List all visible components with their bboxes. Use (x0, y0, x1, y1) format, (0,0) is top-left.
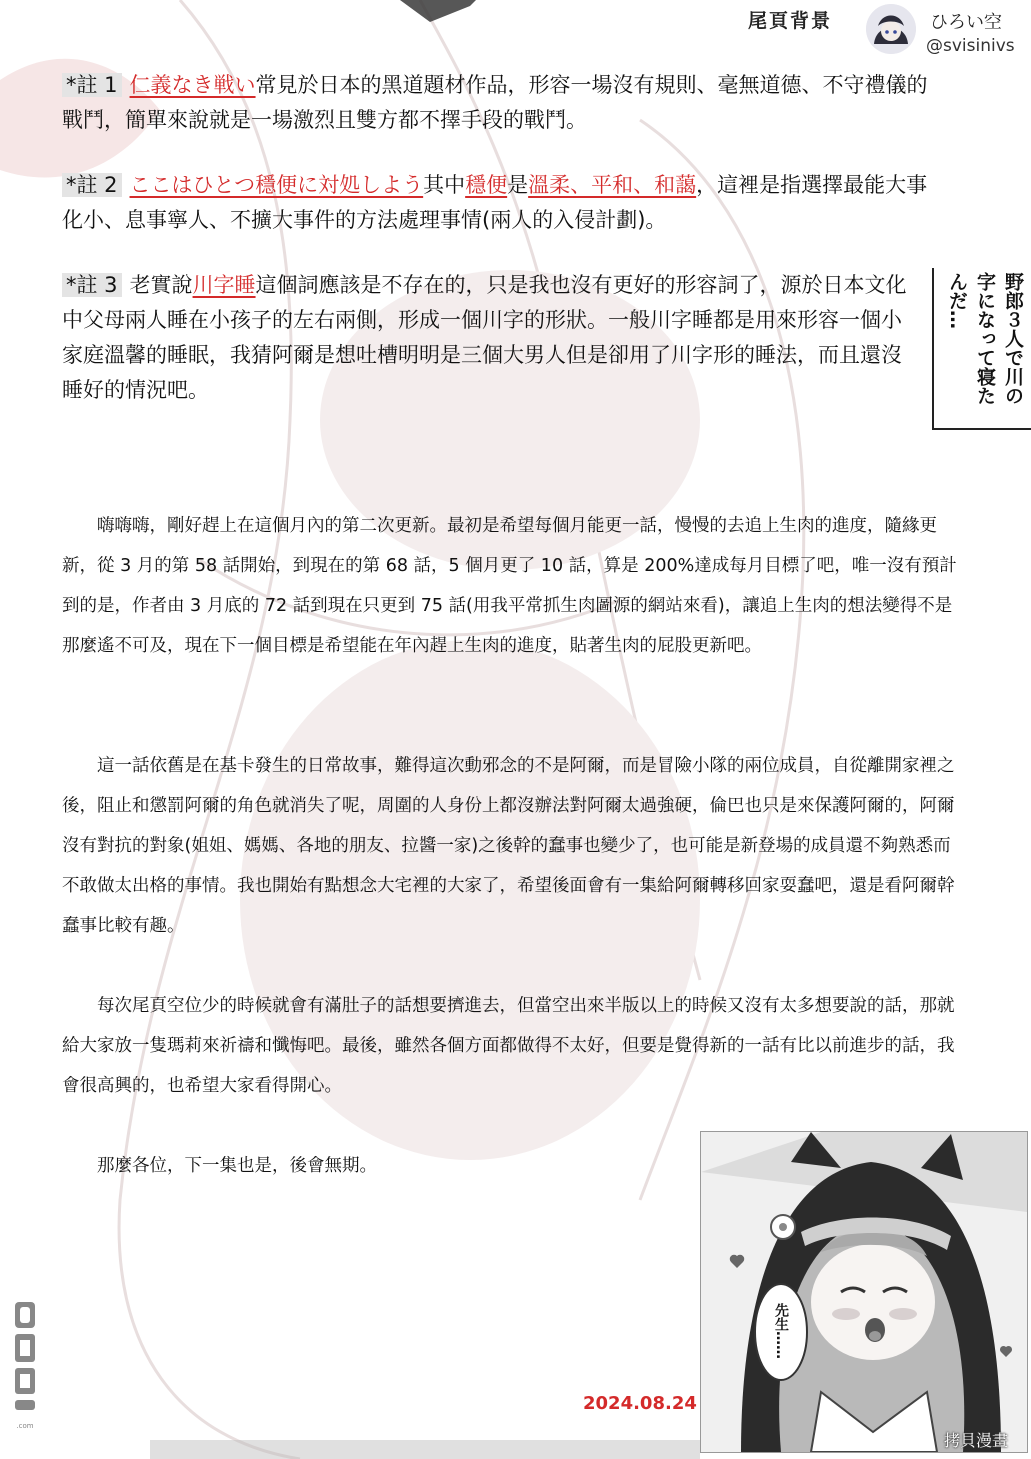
note-3 (62, 268, 922, 408)
date-stamp: 2024.08.24 (583, 1393, 697, 1414)
note-text: ，這裡是指選擇最能大事化小、息事寧人、不擴大事件的方法處理事情(兩人的入侵計劃)。 (62, 173, 928, 232)
afterword-paragraph-2: 這一話依舊是在基卡發生的日常故事，難得這次動邪念的不是阿爾，而是冒險小隊的兩位成員，自從離開家裡之後，阻止和懲罰阿爾的角色就消失了呢，周圍的人身份上都沒辦法對阿爾太過強硬，倫巴也只是來保護阿爾的，阿爾沒有對抗的對象(姐姐、媽媽、各地的朋友、拉醬一家)之後幹的蠢事也變少了，也可能是新登場的成員還不夠熟悉而不敢做太出格的事情。我也開始有點想念大宅裡的大家了，希望後面會有一集給阿爾轉移回家耍蠢吧，還是看阿爾幹蠢事比較有趣。 (62, 756, 955, 936)
note-tag: *註 3 (62, 273, 122, 297)
page-title: 尾頁背景 (748, 10, 833, 32)
note-text: 常見於日本的黑道題材作品，形容一場沒有規則、毫無道德、不守禮儀的戰鬥，簡單來說就是一場激烈且雙方都不擇手段的戰鬥。 (62, 73, 928, 132)
note-tag: *註 1 (62, 73, 122, 97)
author-handle: @svisinivs (926, 36, 1015, 56)
note-highlight: 穩便 (465, 173, 508, 197)
dmzj-logo-icon (12, 1300, 38, 1440)
note-text: 其中 (423, 173, 466, 197)
note-2 (62, 168, 942, 238)
avatar-illustration-icon (866, 4, 916, 54)
manga-panel-text: 野郎３人で川の字になって寝たんだ… (946, 272, 1024, 405)
manga-panel-bottom (700, 1131, 1028, 1453)
afterword-closing: 那麼各位，下一集也是，後會無期。 (97, 1156, 377, 1176)
manga-panel-right (932, 268, 1031, 430)
speech-bubble-text: 先生…… (773, 1303, 789, 1359)
author-name: ひろい空 (930, 12, 1002, 33)
note-highlight: 溫柔、平和、和藹 (528, 173, 697, 197)
note-text: 是 (507, 173, 529, 197)
author-avatar (866, 4, 916, 54)
afterword-paragraph-3: 每次尾頁空位少的時候就會有滿肚子的話想要擠進去，但當空出來半版以上的時候又沒有太多想要說的話，那就給大家放一隻瑪莉來祈禱和懺悔吧。最後，雖然各個方面都做得不太好，但要是覺得新的一話有比以前進步的話，我會很高興的，也希望大家看得開心。 (62, 996, 955, 1096)
note-highlight: 川字睡 (192, 273, 256, 297)
afterword-paragraph-1: 嗨嗨嗨，剛好趕上在這個月內的第二次更新。最初是希望每個月能更一話，慢慢的去追上生肉的進度，隨緣更新，從 3 月的第 58 話開始，到現在的第 68 話，5 個月更了 10 話，算是 200%達成每月目標了吧，唯一沒有預計到的是，作者由 3 月底的 72 話到現在只更到 75 話(用我平常抓生肉圖源的網站來看)，讓追上生肉的想法變得不是那麼遙不可及，現在下一個目標是希望能在年內趕上生肉的進度，貼著生肉的屁股更新吧。 (62, 516, 957, 656)
note-text: 這個詞應該是不存在的，只是我也沒有更好的形容詞了，源於日本文化中父母兩人睡在小孩子的左右兩側，形成一個川字的形狀。一般川字睡都是用來形容一個小家庭溫馨的睡眠，我猜阿爾是想吐槽明明是三個大男人但是卻用了川字形的睡法，而且還沒睡好的情況吧。 (62, 273, 907, 402)
svg-text:.com: .com (16, 1422, 34, 1430)
note-highlight: ここはひとつ穩便に対処しよう (129, 173, 424, 197)
note-1 (62, 68, 942, 138)
bottom-decorative-strip (150, 1440, 700, 1459)
nun-character-illustration-icon (701, 1132, 1027, 1452)
note-tag: *註 2 (62, 173, 122, 197)
note-highlight: 仁義なき戦い (129, 73, 256, 97)
source-watermark: 拷貝漫畫 (944, 1431, 1009, 1450)
note-text: 老實說 (129, 273, 193, 297)
